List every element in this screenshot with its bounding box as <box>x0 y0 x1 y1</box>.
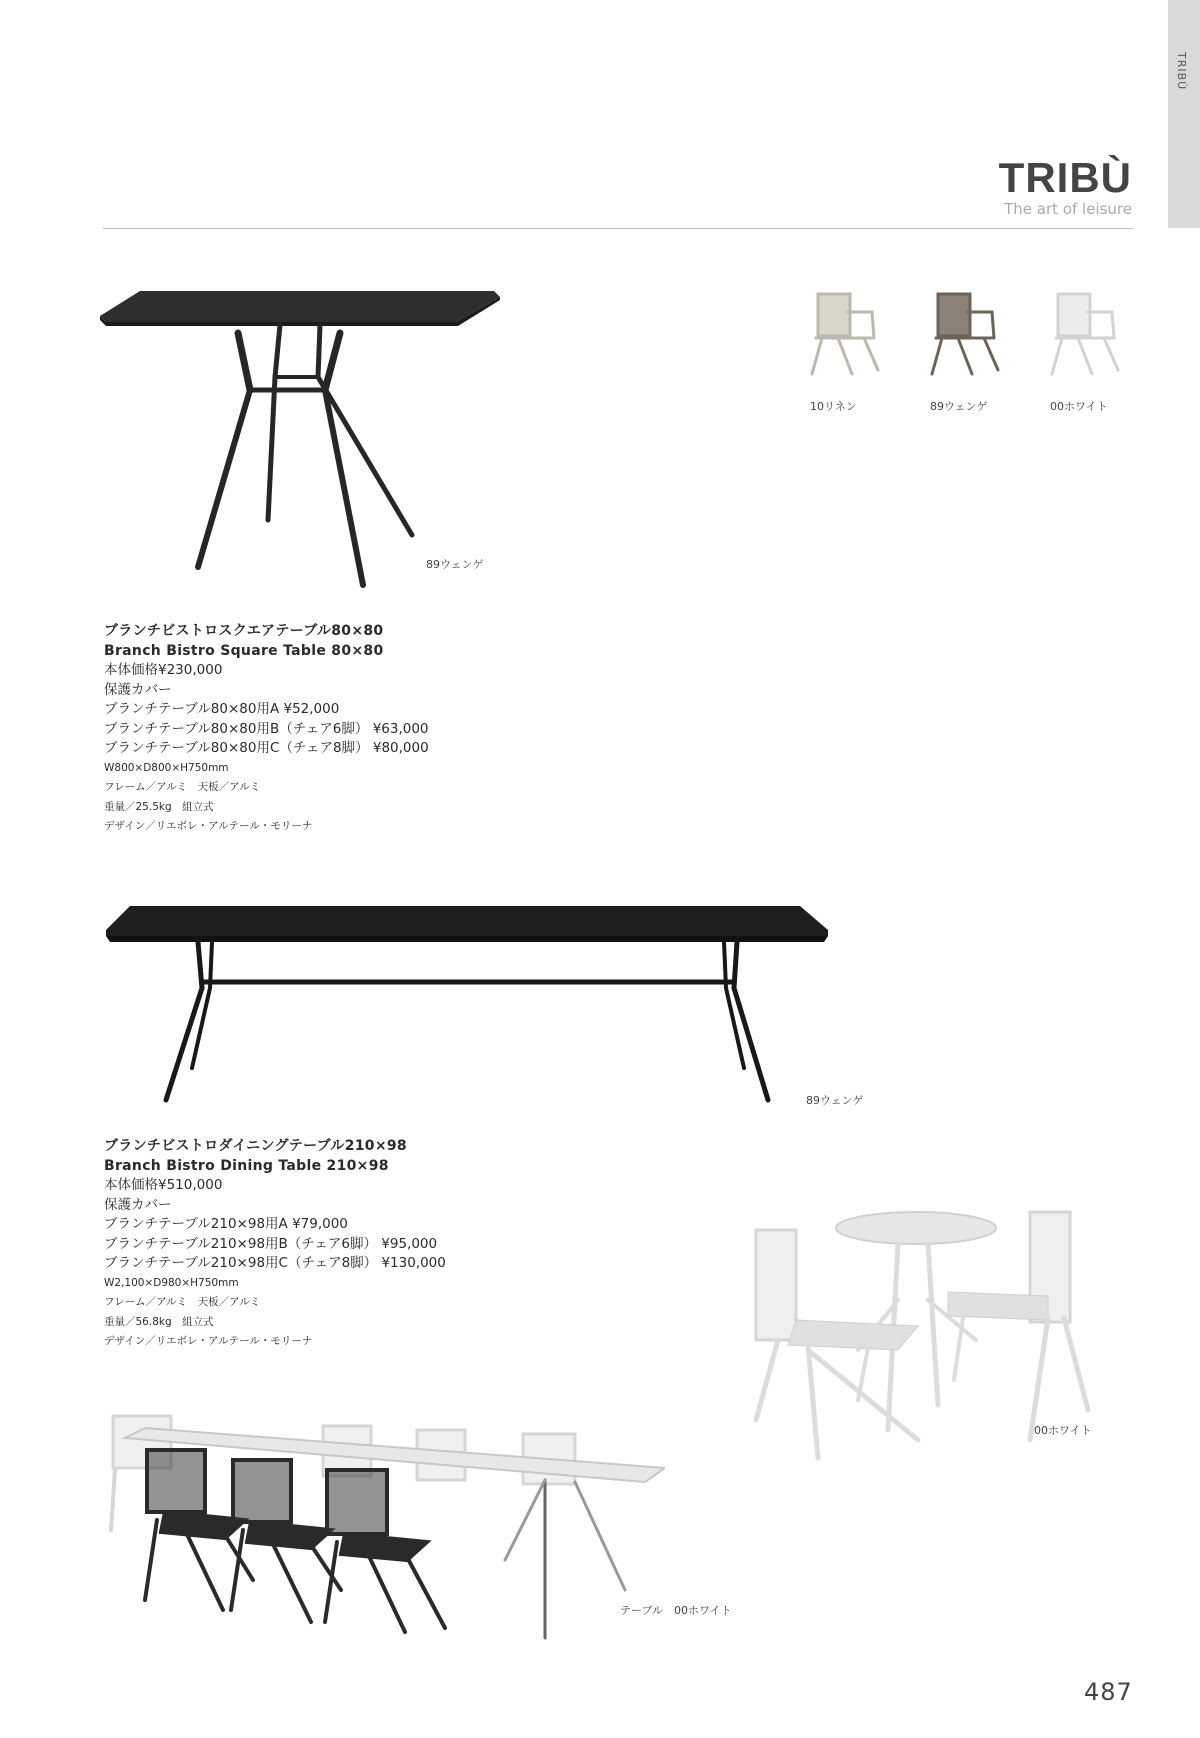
product-name-en: Branch Bistro Square Table 80×80 <box>104 642 384 659</box>
product-spec-square-table <box>104 622 429 837</box>
product-price: 本体価格¥510,000 <box>104 1177 223 1193</box>
brand-title: TRIBÙ <box>998 154 1132 201</box>
product-name-en: Branch Bistro Dining Table 210×98 <box>104 1157 389 1174</box>
cover-item: ブランチテーブル80×80用B（チェア6脚） ¥63,000 <box>104 720 429 737</box>
dining-table-caption: 89ウェンゲ <box>806 1094 864 1107</box>
cover-item: ブランチテーブル210×98用A ¥79,000 <box>104 1216 348 1232</box>
spec-dimensions: W800×D800×H750mm <box>104 761 229 774</box>
spec-weight: 重量／25.5kg 組立式 <box>104 800 214 813</box>
section-tab-label: TRIBÙ <box>1175 52 1188 91</box>
square-table-image <box>100 285 500 590</box>
brand-header <box>999 156 1132 218</box>
spec-weight: 重量／56.8kg 組立式 <box>104 1315 214 1328</box>
spec-design: デザイン／リエボレ・アルテール・モリーナ <box>104 820 313 832</box>
spec-design: デザイン／リエボレ・アルテール・モリーナ <box>104 1335 313 1347</box>
chair-swatch-white <box>1048 290 1138 390</box>
spec-dimensions: W2,100×D980×H750mm <box>104 1276 239 1289</box>
product-name-ja: ブランチビストロスクエアテーブル80×80 <box>104 623 384 639</box>
brand-tagline: The art of leisure <box>1004 200 1132 218</box>
page-number: 487 <box>1084 1678 1133 1706</box>
header-divider <box>103 228 1133 229</box>
cover-item: ブランチテーブル80×80用A ¥52,000 <box>104 701 340 717</box>
chair-swatch-linen <box>808 290 898 390</box>
product-spec-dining-table <box>104 1137 446 1352</box>
chair-swatch-wenge <box>928 290 1018 390</box>
product-name-ja: ブランチビストロダイニングテーブル210×98 <box>104 1138 407 1154</box>
dining-set-caption: テーブル 00ホワイト <box>620 1604 732 1617</box>
swatch-label-linen: 10リネン <box>810 400 857 413</box>
cover-heading: 保護カバー <box>104 1196 172 1213</box>
swatch-label-white: 00ホワイト <box>1050 400 1108 413</box>
spec-material: フレーム／アルミ 天板／アルミ <box>104 1296 261 1308</box>
product-price: 本体価格¥230,000 <box>104 662 223 678</box>
swatch-label-wenge: 89ウェンゲ <box>930 400 988 413</box>
cover-heading: 保護カバー <box>104 681 172 698</box>
square-table-caption: 89ウェンゲ <box>426 558 484 571</box>
section-tab <box>1168 0 1200 228</box>
cover-item: ブランチテーブル210×98用B（チェア6脚） ¥95,000 <box>104 1235 438 1252</box>
cover-item: ブランチテーブル210×98用C（チェア8脚） ¥130,000 <box>104 1255 446 1271</box>
spec-material: フレーム／アルミ 天板／アルミ <box>104 781 261 793</box>
dining-table-image <box>100 900 835 1110</box>
bistro-set-caption: 00ホワイト <box>1034 1424 1092 1437</box>
dining-set-photo <box>105 1410 665 1650</box>
cover-item: ブランチテーブル80×80用C（チェア8脚） ¥80,000 <box>104 740 429 756</box>
